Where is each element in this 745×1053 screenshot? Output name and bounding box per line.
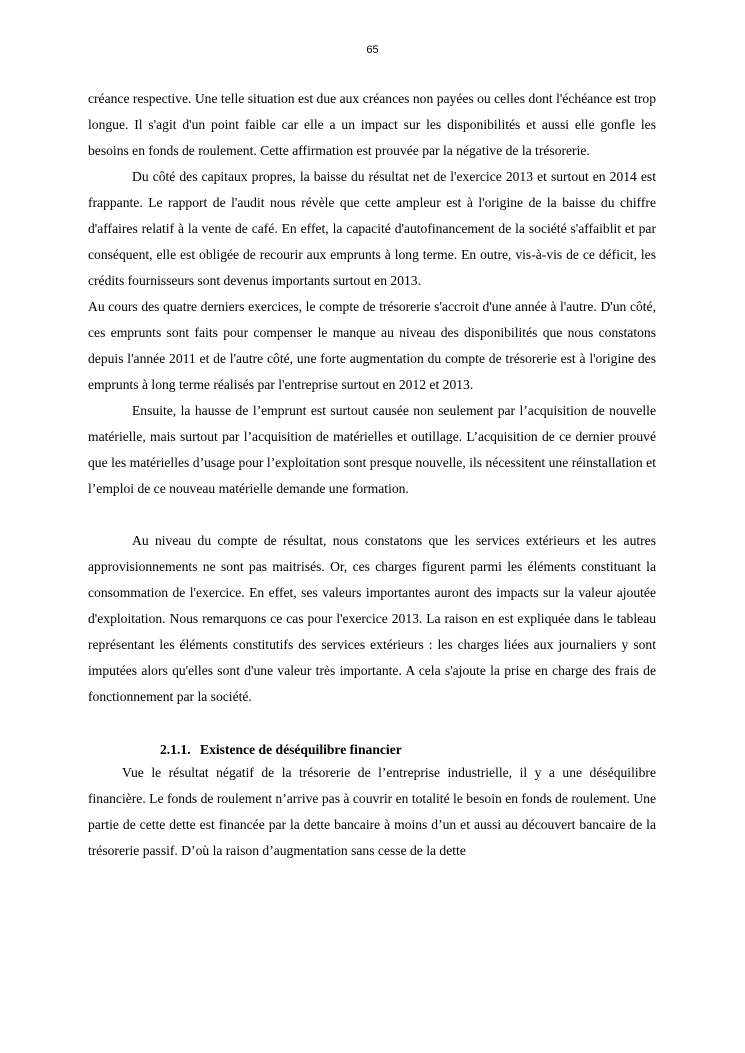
document-body (88, 86, 656, 864)
page-number: 65 (366, 44, 379, 56)
paragraph-3: Au cours des quatre derniers exercices, le compte de trésorerie s'accroit d'une année à l'autre. D'un côté, ces emprunts sont faits pour compenser le manque au niveau des disponibilités que nous constatons depuis l'année 2011 et de l'autre côté, une forte augmentation du compte de trésorerie est à l'origine des emprunts à long terme réalisés par l'entreprise surtout en 2012 et 2013. (88, 299, 656, 392)
section-title: Existence de déséquilibre financier (200, 742, 402, 757)
paragraph-gap (88, 502, 656, 528)
section-number: 2.1.1. (160, 742, 191, 757)
paragraph-1: créance respective. Une telle situation est due aux créances non payées ou celles dont l'échéance est trop longue. Il s'agit d'un point faible car elle a un impact sur les disponibilités et aussi elle gonfle les besoins en fonds de roulement. Cette affirmation est prouvée par la négative de la trésorerie. (88, 91, 656, 158)
paragraph-gap (88, 710, 656, 736)
section-heading (160, 736, 656, 760)
paragraph-2: Du côté des capitaux propres, la baisse du résultat net de l'exercice 2013 et surtout en 2014 est frappante. Le rapport de l'audit nous révèle que cette ampleur est à l'origine de la baisse du chiffre d'affaires relatif à la vente de café. En effet, la capacité d'autofinancement de la société s'affaiblit et par conséquent, elle est obligée de recourir aux emprunts à long terme. En outre, vis-à-vis de ce déficit, les crédits fournisseurs sont devenus importants surtout en 2013. (88, 169, 656, 288)
paragraph-6: Vue le résultat négatif de la trésorerie de l’entreprise industrielle, il y a une déséquilibre financière. Le fonds de roulement n’arrive pas à couvrir en totalité le besoin en fonds de roulement. Une partie de cette dette est financée par la dette bancaire à moins d’un et aussi au découvert bancaire de la trésorerie passif. D’où la raison d’augmentation sans cesse de la dette (88, 765, 656, 858)
paragraph-5: Au niveau du compte de résultat, nous constatons que les services extérieurs et les autres approvisionnements ne sont pas maitrisés. Or, ces charges figurent parmi les éléments constituant la consommation de l'exercice. En effet, ses valeurs importantes auront des impacts sur la valeur ajoutée d'exploitation. Nous remarquons ce cas pour l'exercice 2013. La raison en est expliquée dans le tableau représentant les éléments constitutifs des services extérieurs : les charges liées aux journaliers y sont imputées alors qu'elles sont d'une valeur très importante. A cela s'ajoute la prise en charge des frais de fonctionnement par la société. (88, 533, 656, 704)
paragraph-4: Ensuite, la hausse de l’emprunt est surtout causée non seulement par l’acquisition de nouvelle matérielle, mais surtout par l’acquisition de matérielles et outillage. L’acquisition de ce dernier prouvé que les matérielles d’usage pour l’exploitation sont presque nouvelle, ils nécessitent une réinstallation et l’emploi de ce nouveau matérielle demande une formation. (88, 403, 656, 496)
